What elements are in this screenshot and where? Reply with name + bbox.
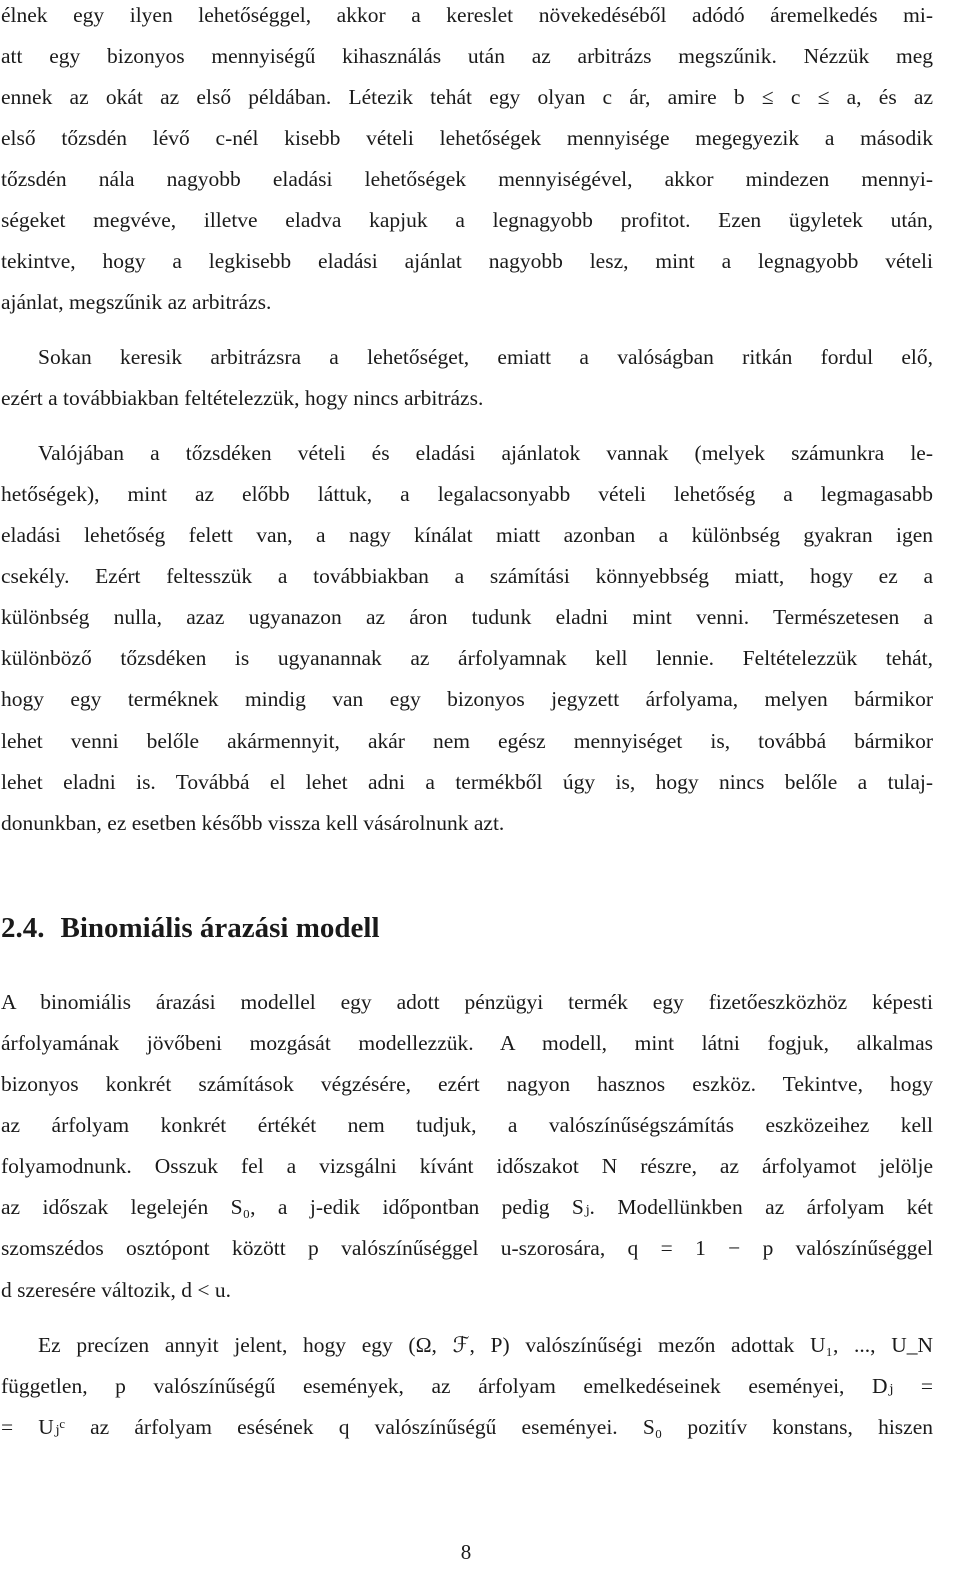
text-line: eladási lehetőség felett van, a nagy kínálat miatt azonban a különbség gyakran igen	[1, 523, 933, 547]
text-line: ezért a továbbiakban feltételezzük, hogy nincs arbitrázs.	[1, 386, 484, 410]
text-line: első tőzsdén lévő c-nél kisebb vételi lehetőségek mennyisége megegyezik a második	[1, 126, 933, 150]
text-line: Valójában a tőzsdéken vételi és eladási ajánlatok vannak (melyek számunkra le-	[38, 441, 933, 465]
text-line: d szeresére változik, d < u.	[1, 1278, 232, 1302]
text-line: az árfolyam konkrét értékét nem tudjuk, a valószínűségszámítás eszközeihez kell	[1, 1113, 933, 1137]
text-line: hogy egy terméknek mindig van egy bizonyos jegyzett árfolyama, melyen bármikor	[1, 687, 933, 711]
text-line: különbség nulla, azaz ugyanazon az áron tudunk eladni mint venni. Természetesen a	[1, 605, 933, 629]
text-line: tőzsdén nála nagyobb eladási lehetőségek mennyiségével, akkor mindezen mennyi-	[1, 167, 933, 191]
text-line: Sokan keresik arbitrázsra a lehetőséget, emiatt a valóságban ritkán fordul elő,	[38, 345, 933, 369]
text-line: hetőségek), mint az előbb láttuk, a legalacsonyabb vételi lehetőség a legmagasabb	[1, 482, 933, 506]
text-line: különböző tőzsdéken is ugyanannak az árfolyamnak kell lennie. Feltételezzük tehát,	[1, 646, 933, 670]
text-line: ennek az okát az első példában. Létezik tehát egy olyan c ár, amire b ≤ c ≤ a, és az	[1, 85, 933, 109]
text-line: A binomiális árazási modellel egy adott pénzügyi termék egy fizetőeszközhöz képesti	[1, 990, 933, 1014]
text-line: Ez precízen annyit jelent, hogy egy (Ω, ℱ, P) valószínűségi mezőn adottak U₁, ..., U_N	[38, 1333, 933, 1357]
text-line: élnek egy ilyen lehetőséggel, akkor a kereslet növekedéséből adódó áremelkedés mi-	[1, 3, 933, 27]
section-heading	[1, 908, 380, 948]
text-line: folyamodnunk. Osszuk fel a vizsgálni kívánt időszakot N részre, az árfolyamot jelölje	[1, 1154, 933, 1178]
text-line: csekély. Ezért feltesszük a továbbiakban a számítási könnyebbség miatt, hogy ez a	[1, 564, 933, 588]
text-line: tekintve, hogy a legkisebb eladási ajánlat nagyobb lesz, mint a legnagyobb vételi	[1, 249, 933, 273]
text-line: szomszédos osztópont között p valószínűséggel u-szorosára, q = 1 − p valószínűséggel	[1, 1236, 933, 1260]
text-line: lehet venni belőle akármennyit, akár nem egész mennyiséget is, továbbá bármikor	[1, 729, 933, 753]
text-line: bizonyos konkrét számítások végzésére, ezért nagyon hasznos eszköz. Tekintve, hogy	[1, 1072, 933, 1096]
text-line: ajánlat, megszűnik az arbitrázs.	[1, 290, 272, 314]
text-line: árfolyamának jövőbeni mozgását modellezzük. A modell, mint látni fogjuk, alkalmas	[1, 1031, 933, 1055]
text-line: független, p valószínűségű események, az árfolyam emelkedéseinek eseményei, Dⱼ =	[1, 1374, 933, 1398]
section-number: 2.4.	[1, 912, 45, 944]
text-line: ségeket megvéve, illetve eladva kapjuk a legnagyobb profitot. Ezen ügyletek után,	[1, 208, 933, 232]
section-title: Binomiális árazási modell	[60, 912, 380, 944]
text-line: az időszak legelején S₀, a j-edik időpontban pedig Sⱼ. Modellünkben az árfolyam két	[1, 1195, 933, 1219]
text-line: = Uⱼᶜ az árfolyam esésének q valószínűségű eseményei. S₀ pozitív konstans, hiszen	[1, 1415, 933, 1439]
text-line: att egy bizonyos mennyiségű kihasználás után az arbitrázs megszűnik. Nézzük meg	[1, 44, 933, 68]
text-line: lehet eladni is. Továbbá el lehet adni a termékből úgy is, hogy nincs belőle a tulaj-	[1, 770, 933, 794]
page-number: 8	[460, 1540, 472, 1564]
text-line: donunkban, ez esetben később vissza kell vásárolnunk azt.	[1, 811, 505, 835]
